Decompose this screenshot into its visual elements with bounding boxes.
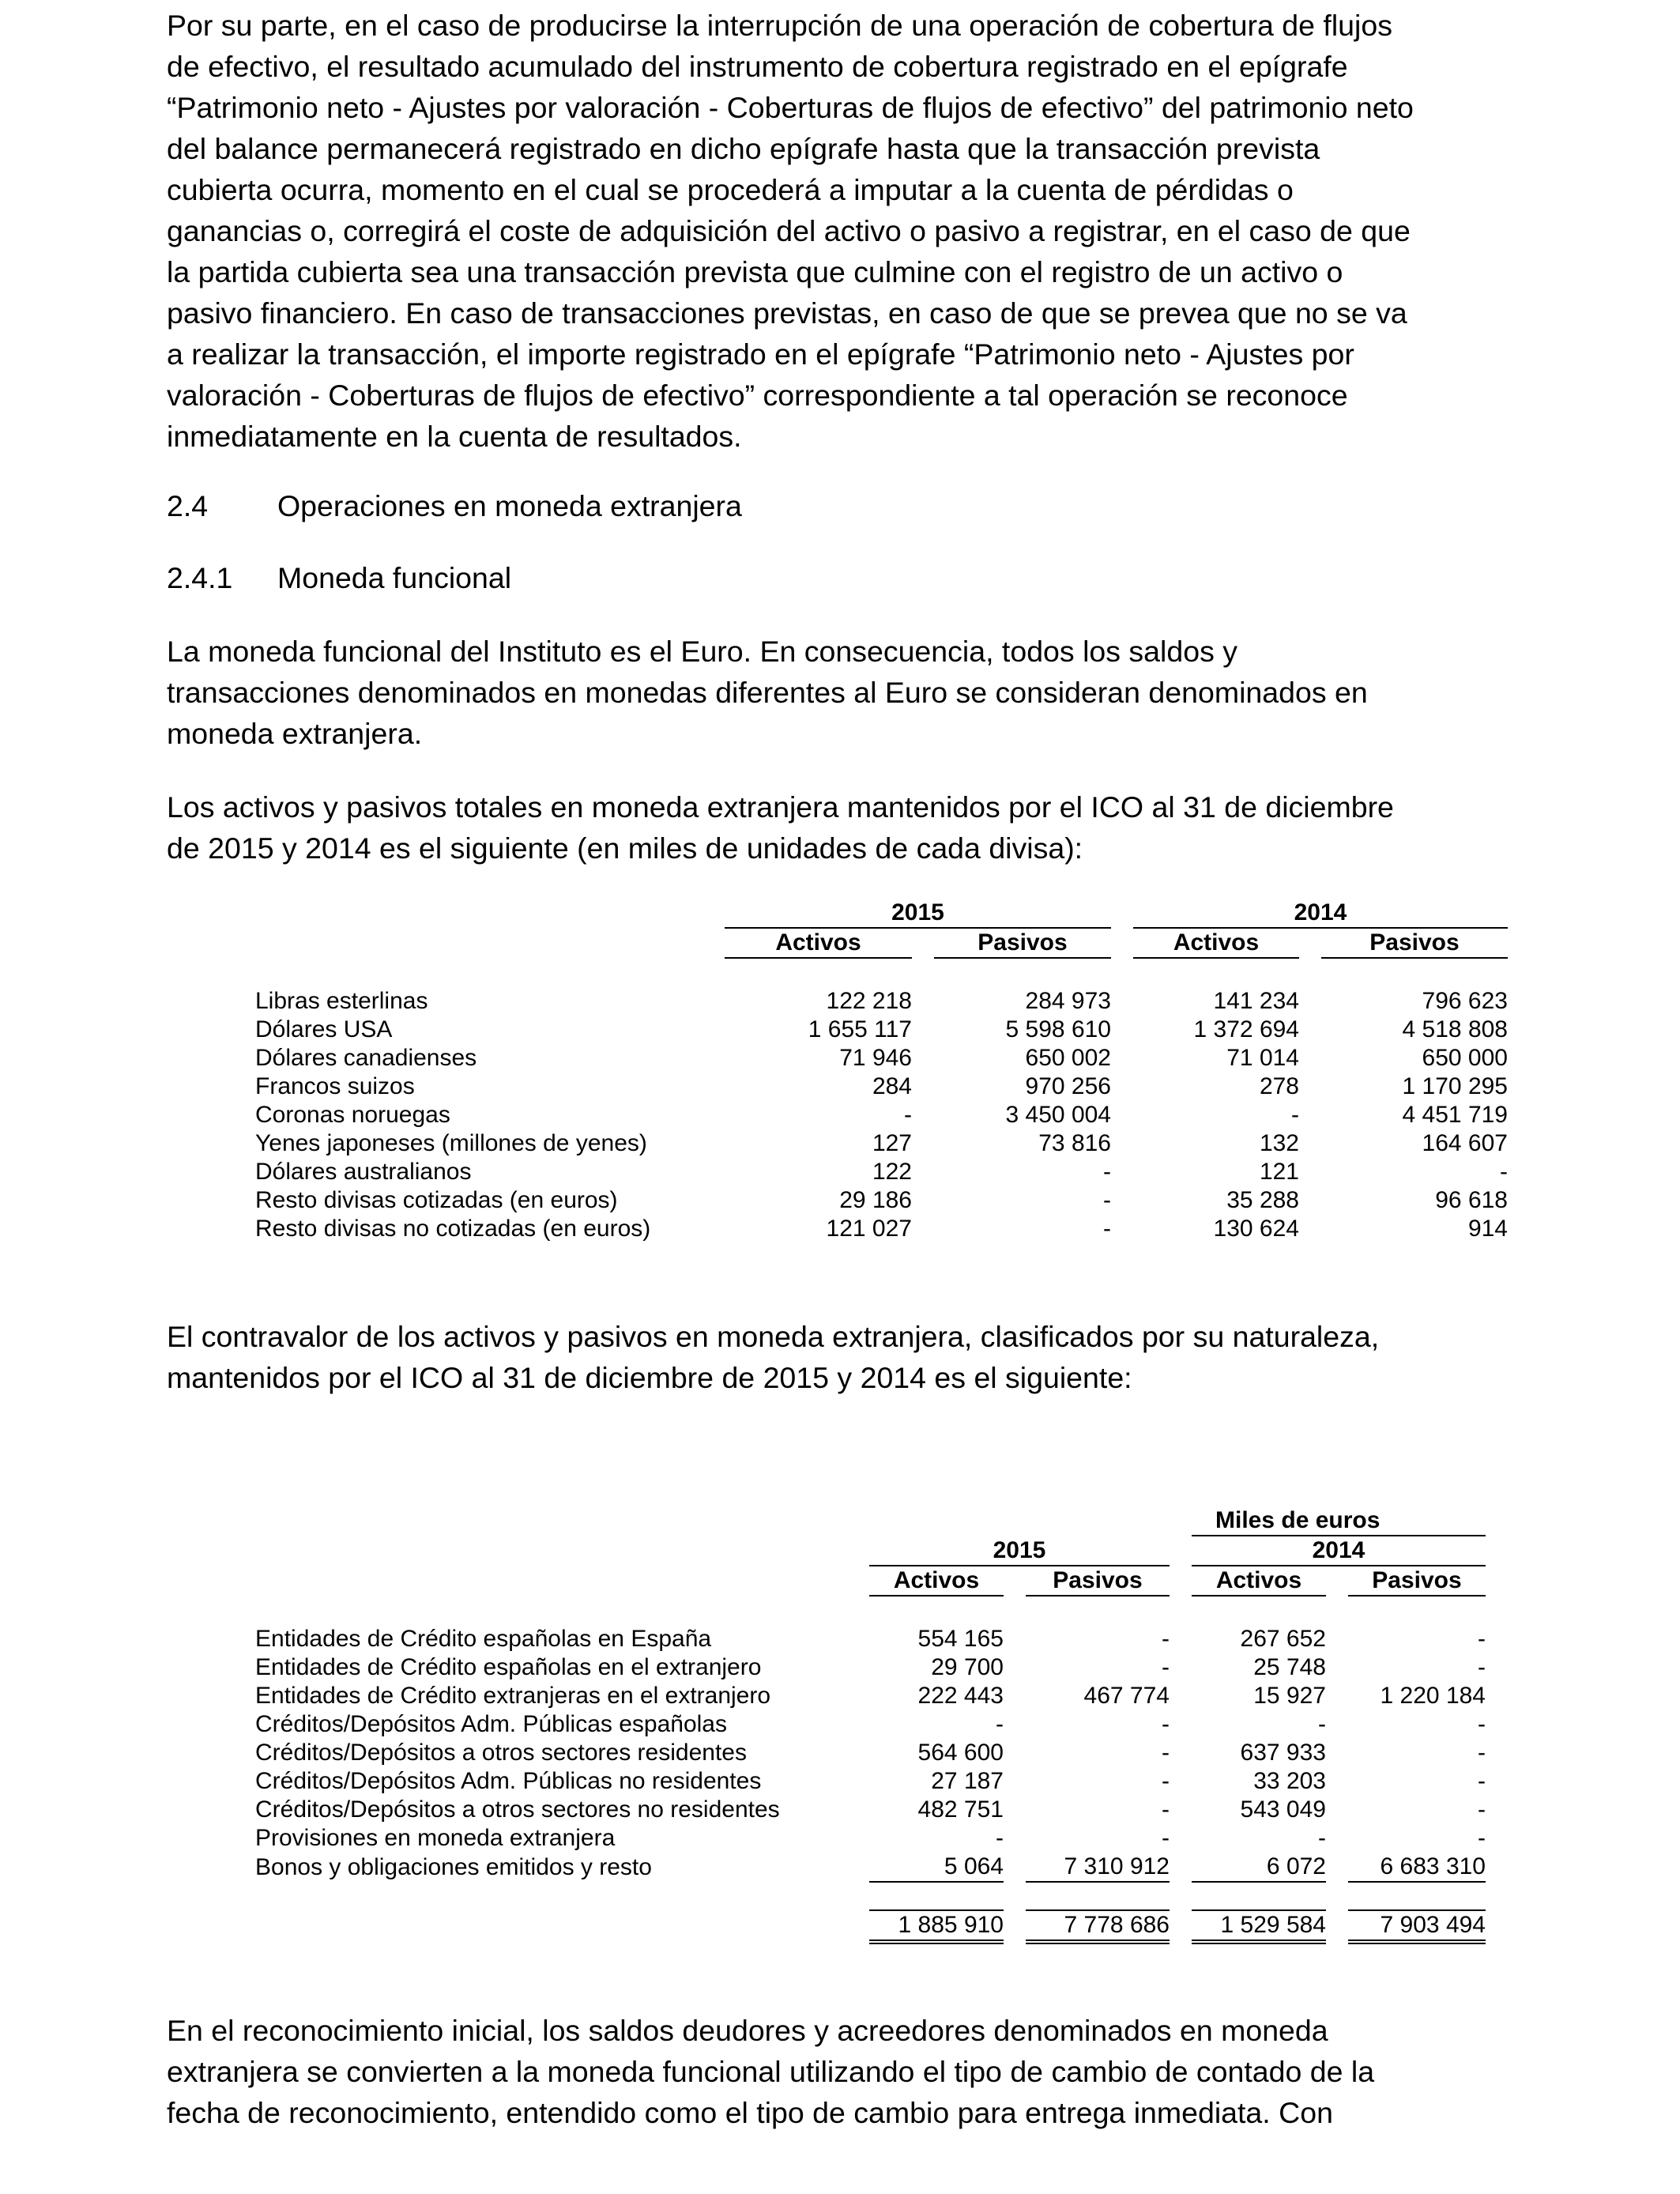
- value-a2015: 29 700: [931, 1654, 1004, 1680]
- column-gap: [912, 1101, 934, 1129]
- column-gap: [912, 1186, 934, 1215]
- table-row: [255, 1072, 1508, 1101]
- row-label: Bonos y obligaciones emitidos y resto: [255, 1853, 652, 1880]
- column-gap: [1111, 1186, 1133, 1215]
- col-pasivos-2014: Pasivos: [1321, 928, 1508, 958]
- column-gap: [1111, 1044, 1133, 1072]
- column-gap: [1111, 1215, 1133, 1243]
- value-p2015: -: [1103, 1187, 1111, 1213]
- value-p2015: -: [1162, 1768, 1170, 1794]
- year-header-row: [255, 1536, 1486, 1566]
- section-heading-2-4: [167, 485, 742, 526]
- value-a2014: -: [1291, 1102, 1299, 1128]
- column-gap: [1299, 1158, 1321, 1186]
- table-row: [255, 1044, 1508, 1072]
- text-line: valoración - Coberturas de flujos de efectivo” correspondiente a tal operación se reconoce: [167, 379, 1348, 412]
- value-a2014: 637 933: [1240, 1740, 1326, 1766]
- column-gap: [1170, 1853, 1192, 1882]
- value-p2014: -: [1500, 1159, 1508, 1185]
- value-p2015: -: [1103, 1159, 1111, 1185]
- row-label: Dólares USA: [255, 1016, 393, 1042]
- text-line: Por su parte, en el caso de producirse la interrupción de una operación de cobertura de flujos: [167, 9, 1392, 42]
- total-pasivos-2015: 7 778 686: [1026, 1910, 1170, 1942]
- col-pasivos-2015: Pasivos: [934, 928, 1111, 958]
- value-a2014: 267 652: [1240, 1626, 1326, 1652]
- functional-currency-paragraph: [167, 631, 1510, 754]
- text-line: cubierta ocurra, momento en el cual se procederá a imputar a la cuenta de pérdidas o: [167, 173, 1294, 206]
- value-p2015: -: [1162, 1825, 1170, 1851]
- column-gap: [912, 1215, 934, 1243]
- value-a2015: 1 655 117: [808, 1016, 912, 1042]
- row-label: Francos suizos: [255, 1073, 415, 1099]
- column-gap: [1111, 1101, 1133, 1129]
- column-gap: [1170, 1653, 1192, 1682]
- text-line: mantenidos por el ICO al 31 de diciembre de 2015 y 2014 es el siguiente:: [167, 1361, 1132, 1394]
- value-a2015: 284: [872, 1073, 912, 1099]
- col-pasivos-2014: Pasivos: [1348, 1566, 1486, 1596]
- column-gap: [1004, 1796, 1026, 1824]
- value-a2014: 71 014: [1226, 1045, 1299, 1071]
- column-gap: [1326, 1853, 1348, 1882]
- row-label: Entidades de Crédito españolas en el extranjero: [255, 1654, 762, 1680]
- column-gap: [1004, 1682, 1026, 1710]
- value-p2014: 914: [1467, 1216, 1508, 1242]
- value-p2014: 1 220 184: [1380, 1683, 1486, 1709]
- value-a2014: 33 203: [1253, 1768, 1326, 1794]
- col-activos-2015: Activos: [869, 1566, 1004, 1596]
- value-p2014: -: [1478, 1626, 1486, 1652]
- column-gap: [1004, 1653, 1026, 1682]
- column-gap: [1004, 1625, 1026, 1653]
- column-gap: [912, 1158, 934, 1186]
- column-gap: [1299, 1186, 1321, 1215]
- value-p2014: 650 000: [1422, 1045, 1508, 1071]
- value-a2014: 6 072: [1192, 1853, 1326, 1882]
- spacer-row: [255, 958, 1508, 987]
- value-a2014: -: [1318, 1825, 1326, 1851]
- value-a2015: 71 946: [839, 1045, 912, 1071]
- column-gap: [1004, 1824, 1026, 1853]
- value-a2015: 121 027: [826, 1216, 912, 1242]
- value-a2014: 35 288: [1226, 1187, 1299, 1213]
- column-gap: [1299, 987, 1321, 1016]
- text-line: Los activos y pasivos totales en moneda extranjera mantenidos por el ICO al 31 de diciembre: [167, 790, 1394, 824]
- column-gap: [912, 1044, 934, 1072]
- value-p2015: 970 256: [1025, 1073, 1111, 1099]
- value-a2014: 132: [1259, 1130, 1299, 1156]
- year-header-2014: 2014: [1192, 1536, 1486, 1566]
- column-gap: [1004, 1739, 1026, 1767]
- column-gap: [1299, 1016, 1321, 1044]
- row-label: Dólares canadienses: [255, 1045, 477, 1071]
- value-p2014: -: [1478, 1796, 1486, 1823]
- section-title: Operaciones en moneda extranjera: [277, 489, 742, 522]
- table-row: [255, 1215, 1508, 1243]
- column-gap: [1170, 1625, 1192, 1653]
- totals-row: [255, 1910, 1486, 1942]
- value-p2015: 284 973: [1025, 988, 1111, 1014]
- col-activos-2015: Activos: [725, 928, 912, 958]
- table-row: [255, 1129, 1508, 1158]
- row-label: Coronas noruegas: [255, 1102, 450, 1128]
- column-gap: [1170, 1710, 1192, 1739]
- value-p2014: 796 623: [1422, 988, 1508, 1014]
- value-p2015: 5 598 610: [1005, 1016, 1111, 1042]
- value-a2014: 278: [1259, 1073, 1299, 1099]
- column-gap: [1170, 1682, 1192, 1710]
- currency-units-table: [255, 899, 1508, 1243]
- column-gap: [1111, 987, 1133, 1016]
- unit-label: Miles de euros: [1192, 1506, 1486, 1536]
- value-p2014: 96 618: [1435, 1187, 1508, 1213]
- row-label: Créditos/Depósitos a otros sectores no residentes: [255, 1796, 780, 1823]
- total-activos-2015: 1 885 910: [869, 1910, 1004, 1942]
- value-p2015: -: [1162, 1740, 1170, 1766]
- column-gap: [1299, 1129, 1321, 1158]
- total-pasivos-2014: 7 903 494: [1348, 1910, 1486, 1942]
- spacer-row: [255, 1596, 1486, 1625]
- value-p2014: -: [1478, 1740, 1486, 1766]
- value-p2015: 7 310 912: [1026, 1853, 1170, 1882]
- value-a2014: 543 049: [1240, 1796, 1326, 1823]
- value-a2014: 121: [1259, 1159, 1299, 1185]
- column-gap: [1004, 1710, 1026, 1739]
- row-label: Créditos/Depósitos a otros sectores residentes: [255, 1740, 747, 1766]
- countervalue-table-body: [255, 1596, 1486, 1882]
- row-label: Provisiones en moneda extranjera: [255, 1825, 616, 1851]
- text-line: moneda extranjera.: [167, 717, 423, 750]
- row-label: Resto divisas cotizadas (en euros): [255, 1187, 618, 1213]
- value-a2014: 141 234: [1213, 988, 1299, 1014]
- column-gap: [1326, 1682, 1348, 1710]
- value-p2014: -: [1478, 1768, 1486, 1794]
- col-pasivos-2015: Pasivos: [1026, 1566, 1170, 1596]
- table-row: [255, 1186, 1508, 1215]
- value-p2015: -: [1162, 1796, 1170, 1823]
- value-a2015: 27 187: [931, 1768, 1004, 1794]
- table-row: [255, 1824, 1486, 1853]
- year-header-2014: 2014: [1133, 899, 1508, 928]
- value-a2015: 5 064: [869, 1853, 1004, 1882]
- value-p2015: 467 774: [1083, 1683, 1170, 1709]
- row-label: Libras esterlinas: [255, 988, 428, 1014]
- row-label: Dólares australianos: [255, 1159, 472, 1185]
- value-a2014: 25 748: [1253, 1654, 1326, 1680]
- value-a2015: 127: [872, 1130, 912, 1156]
- value-a2014: -: [1318, 1711, 1326, 1737]
- column-gap: [1326, 1710, 1348, 1739]
- column-header-row: [255, 1566, 1486, 1596]
- year-header-2015: 2015: [869, 1536, 1170, 1566]
- value-p2014: -: [1478, 1825, 1486, 1851]
- countervalue-table: [255, 1506, 1486, 1944]
- column-gap: [1111, 1016, 1133, 1044]
- column-gap: [1299, 1072, 1321, 1101]
- value-p2014: -: [1478, 1654, 1486, 1680]
- value-a2015: 554 165: [917, 1626, 1004, 1652]
- value-a2015: 482 751: [917, 1796, 1004, 1823]
- text-line: de efectivo, el resultado acumulado del instrumento de cobertura registrado en el epígrafe: [167, 50, 1348, 83]
- column-gap: [1299, 1101, 1321, 1129]
- row-label: Resto divisas no cotizadas (en euros): [255, 1216, 651, 1242]
- value-p2014: 6 683 310: [1348, 1853, 1486, 1882]
- column-gap: [1326, 1767, 1348, 1796]
- table-row: [255, 1710, 1486, 1739]
- text-line: de 2015 y 2014 es el siguiente (en miles de unidades de cada divisa):: [167, 831, 1083, 865]
- column-gap: [1111, 1072, 1133, 1101]
- row-label: Yenes japoneses (millones de yenes): [255, 1130, 647, 1156]
- value-p2015: -: [1162, 1626, 1170, 1652]
- value-a2015: 29 186: [839, 1187, 912, 1213]
- total-activos-2014: 1 529 584: [1192, 1910, 1326, 1942]
- column-gap: [1326, 1796, 1348, 1824]
- text-line: La moneda funcional del Instituto es el Euro. En consecuencia, todos los saldos y: [167, 635, 1237, 668]
- table-row: [255, 987, 1508, 1016]
- row-label: Entidades de Crédito españolas en España: [255, 1626, 712, 1652]
- column-gap: [1170, 1824, 1192, 1853]
- value-a2014: 15 927: [1253, 1683, 1326, 1709]
- row-label: Créditos/Depósitos Adm. Públicas no residentes: [255, 1768, 762, 1794]
- value-a2015: -: [996, 1825, 1004, 1851]
- value-a2015: 564 600: [917, 1740, 1004, 1766]
- table-row: [255, 1016, 1508, 1044]
- value-a2015: 222 443: [917, 1683, 1004, 1709]
- column-gap: [912, 1016, 934, 1044]
- column-gap: [1170, 1796, 1192, 1824]
- column-gap: [1326, 1625, 1348, 1653]
- column-gap: [1111, 1158, 1133, 1186]
- value-p2015: 650 002: [1025, 1045, 1111, 1071]
- column-gap: [912, 987, 934, 1016]
- value-p2015: -: [1162, 1711, 1170, 1737]
- text-line: del balance permanecerá registrado en dicho epígrafe hasta que la transacción prevista: [167, 132, 1320, 165]
- column-gap: [1170, 1767, 1192, 1796]
- table-row: [255, 1796, 1486, 1824]
- table-row: [255, 1739, 1486, 1767]
- unit-header-row: [255, 1506, 1486, 1536]
- text-line: El contravalor de los activos y pasivos en moneda extranjera, clasificados por su naturaleza,: [167, 1320, 1380, 1353]
- table-row: [255, 1625, 1486, 1653]
- column-gap: [1326, 1653, 1348, 1682]
- table-row: [255, 1101, 1508, 1129]
- value-p2015: -: [1103, 1216, 1111, 1242]
- column-gap: [1299, 1215, 1321, 1243]
- table-row: [255, 1682, 1486, 1710]
- text-line: inmediatamente en la cuenta de resultados.: [167, 420, 742, 453]
- value-a2015: 122 218: [826, 988, 912, 1014]
- text-line: En el reconocimiento inicial, los saldos deudores y acreedores denominados en moneda: [167, 2014, 1328, 2047]
- value-p2015: 3 450 004: [1005, 1102, 1111, 1128]
- column-gap: [1004, 1767, 1026, 1796]
- countervalue-paragraph: [167, 1316, 1510, 1398]
- column-gap: [912, 1072, 934, 1101]
- value-a2015: 122: [872, 1159, 912, 1185]
- value-a2014: 130 624: [1213, 1216, 1299, 1242]
- column-gap: [912, 1129, 934, 1158]
- table-row: [255, 1158, 1508, 1186]
- section-heading-2-4-1: [167, 557, 511, 598]
- text-line: fecha de reconocimiento, entendido como el tipo de cambio para entrega inmediata. Con: [167, 2096, 1333, 2129]
- row-label: Entidades de Crédito extranjeras en el extranjero: [255, 1683, 771, 1709]
- row-label: Créditos/Depósitos Adm. Públicas españolas: [255, 1711, 727, 1737]
- text-line: a realizar la transacción, el importe registrado en el epígrafe “Patrimonio neto - Ajustes por: [167, 337, 1354, 371]
- column-gap: [1326, 1824, 1348, 1853]
- text-line: pasivo financiero. En caso de transacciones previstas, en caso de que se prevea que no se va: [167, 296, 1407, 330]
- intro-paragraph: [167, 5, 1510, 457]
- value-p2014: 4 451 719: [1402, 1102, 1508, 1128]
- table-row: [255, 1853, 1486, 1882]
- section-number: 2.4.1: [167, 561, 233, 594]
- text-line: “Patrimonio neto - Ajustes por valoración - Coberturas de flujos de efectivo” del patrimonio neto: [167, 91, 1414, 124]
- value-p2015: 73 816: [1038, 1130, 1111, 1156]
- value-a2014: 1 372 694: [1193, 1016, 1299, 1042]
- value-p2014: 1 170 295: [1402, 1073, 1508, 1099]
- value-a2015: -: [996, 1711, 1004, 1737]
- column-gap: [1004, 1853, 1026, 1882]
- value-p2014: 164 607: [1422, 1130, 1508, 1156]
- column-gap: [1299, 1044, 1321, 1072]
- table-row: [255, 1767, 1486, 1796]
- recognition-paragraph: [167, 2010, 1510, 2133]
- section-number: 2.4: [167, 489, 209, 522]
- text-line: extranjera se convierten a la moneda funcional utilizando el tipo de cambio de contado de la: [167, 2055, 1375, 2088]
- value-p2014: -: [1478, 1711, 1486, 1737]
- column-gap: [1111, 1129, 1133, 1158]
- value-a2015: -: [904, 1102, 912, 1128]
- text-line: la partida cubierta sea una transacción prevista que culmine con el registro de un activo o: [167, 255, 1343, 288]
- value-p2015: -: [1162, 1654, 1170, 1680]
- text-line: transacciones denominados en monedas diferentes al Euro se consideran denominados en: [167, 676, 1368, 709]
- column-gap: [1170, 1739, 1192, 1767]
- year-header-row: [255, 899, 1508, 928]
- col-activos-2014: Activos: [1133, 928, 1299, 958]
- table-row: [255, 1653, 1486, 1682]
- totals-paragraph: [167, 786, 1510, 869]
- col-activos-2014: Activos: [1192, 1566, 1326, 1596]
- currency-units-table-body: [255, 958, 1508, 1243]
- section-title: Moneda funcional: [277, 561, 512, 594]
- year-header-2015: 2015: [725, 899, 1111, 928]
- text-line: ganancias o, corregirá el coste de adquisición del activo o pasivo a registrar, en el caso de que: [167, 214, 1411, 247]
- value-p2014: 4 518 808: [1402, 1016, 1508, 1042]
- spacer-row: [255, 1882, 1486, 1910]
- column-header-row: [255, 928, 1508, 958]
- column-gap: [1326, 1739, 1348, 1767]
